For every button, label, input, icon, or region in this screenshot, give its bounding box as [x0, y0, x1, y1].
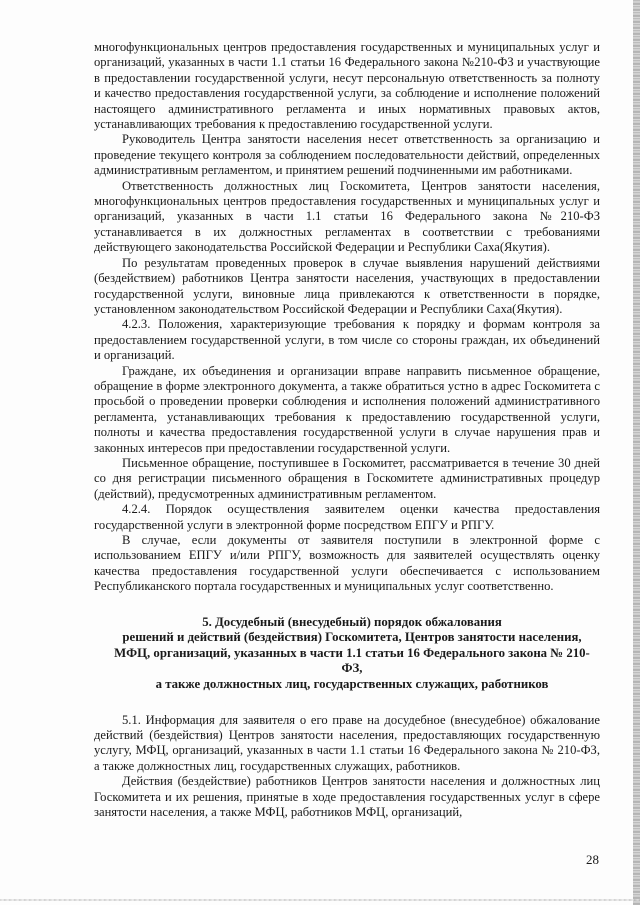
- paragraph: 4.2.4. Порядок осуществления заявителем оценки качества предоставления государственной услуги в электронной форме посредством ЕПГУ и РПГУ.: [94, 502, 600, 532]
- paragraph: Ответственность должностных лиц Госкомитета, Центров занятости населения, многофункциональных центров предоставления государственных и муниципальных услуг и организаций, указанных в части 1.1 статьи 16 Федерального закона №210-ФЗ устанавливается в их должностных регламентах в соответствии с требованиями действующего законодательства Российской Федерации и Республики Саха(Якутия).: [94, 178, 600, 255]
- section-heading-line-4: а также должностных лиц, государственных служащих, работников: [155, 677, 549, 691]
- scan-edge-bottom: [0, 899, 640, 901]
- paragraph: многофункциональных центров предоставления государственных и муниципальных услуг и организаций, указанных в части 1.1 статьи 16 Федерального закона №210-ФЗ и участвующие в предоставлении государственной услуги, несут персональную ответственность за полноту и качество предоставления государственной услуги, за соблюдение и исполнение положений настоящего административного регламента и иных нормативных правовых актов, устанавливающих требования к предоставлению государственной услуги.: [94, 40, 600, 132]
- paragraph: Письменное обращение, поступившее в Госкомитет, рассматривается в течение 30 дней со дня регистрации письменного обращения в Госкомитете административных процедур (действий), предусмотренных административным регламентом.: [94, 455, 600, 501]
- paragraph: По результатам проведенных проверок в случае выявления нарушений действиями (бездействием) работников Центра занятости населения, участвующих в предоставлении государственной услуги, виновные лица привлекаются к ответственности в порядке, установленном законодательством Российской Федерации и Республики Саха(Якутия).: [94, 255, 600, 316]
- scan-edge-right: [633, 0, 640, 905]
- bottom-paragraphs: [94, 713, 600, 821]
- section-heading-line-3: МФЦ, организаций, указанных в части 1.1 статьи 16 Федерального закона № 210-ФЗ,: [114, 645, 590, 676]
- document-body: [94, 40, 600, 820]
- paragraph: В случае, если документы от заявителя поступили в электронной форме с использованием ЕПГУ и/или РПГУ, возможность для заявителей осуществлять оценку качества предоставления государственной услуги обеспечивается с использованием Республиканского портала государственных и муниципальных услуг соответственно.: [94, 533, 600, 594]
- page-number: 28: [586, 852, 599, 867]
- section-heading-line-2: решений и действий (бездействия) Госкомитета, Центров занятости населения,: [122, 630, 582, 645]
- paragraph: 5.1. Информация для заявителя о его праве на досудебное (внесудебное) обжалование действий (бездействия) Центров занятости населения, предоставляющих государственную услугу, МФЦ, организаций, указанных в части 1.1 статьи 16 Федерального закона № 210-ФЗ, а также должностных лиц, государственных служащих, работников.: [94, 712, 600, 773]
- top-paragraphs: [94, 40, 600, 595]
- section-heading-line-1: 5. Досудебный (внесудебный) порядок обжалования: [202, 614, 502, 629]
- paragraph: Руководитель Центра занятости населения несет ответственность за организацию и проведение текущего контроля за соблюдением последовательности действий, определенных административным регламентом, и принятием решений подчиненными им работниками.: [94, 132, 600, 178]
- paragraph: Действия (бездействие) работников Центров занятости населения и должностных лиц Госкомитета и их решения, принятые в ходе предоставления государственных услуг в сфере занятости населения, а также МФЦ, работников МФЦ, организаций,: [94, 774, 600, 820]
- paragraph: 4.2.3. Положения, характеризующие требования к порядку и формам контроля за предоставлением государственной услуги, в том числе со стороны граждан, их объединений и организаций.: [94, 317, 600, 363]
- section-heading: [94, 615, 600, 693]
- paragraph: Граждане, их объединения и организации вправе направить письменное обращение, обращение в форме электронного документа, а также обратиться устно в адрес Госкомитета с просьбой о проведении проверки соблюдения и исполнения положений административного регламента, устанавливающих требования к предоставлению государственной услуги, полноты и качества предоставления государственной услуги в случае нарушения прав и законных интересов при предоставлении государственной услуги.: [94, 363, 600, 455]
